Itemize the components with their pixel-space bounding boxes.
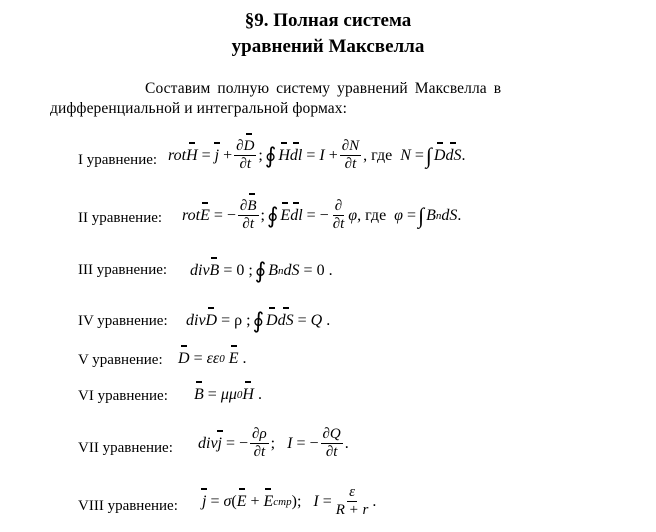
equation-formula: B = μμ 0 H . [194, 386, 262, 403]
equation-label: VI уравнение: [78, 388, 168, 404]
equation-label: IV уравнение: [78, 313, 168, 329]
equation-label: V уравнение: [78, 352, 163, 368]
equation-8 [78, 484, 648, 524]
intro-line1: Составим полную систему уравнений Максвелла в [145, 80, 502, 97]
equation-2 [78, 198, 648, 238]
equation-formula: div j = − $\frac{\partial\rho}{\partial t}$ ; I = − $\frac{\partial Q}{\partial t}$ . [198, 426, 349, 460]
equation-formula: div B = 0 ; ∮ B n dS = 0 . [190, 258, 333, 283]
equation-label: VII уравнение: [78, 440, 173, 456]
equation-7 [78, 424, 648, 464]
equation-label: II уравнение: [78, 210, 163, 226]
word-gde: где [371, 146, 393, 164]
equation-formula: D = εε 0 E . [178, 350, 247, 367]
word-gde: где [365, 206, 387, 224]
equation-label: VIII уравнение: [78, 498, 178, 514]
equation-label: I уравнение: [78, 152, 158, 168]
equation-formula: rot E = − $\frac{\partial B}{\partial t}$ ; ∮ E dl = − $\frac{\partial}{\partial t}$ φ , где φ = ∫ B n dS . [182, 198, 462, 232]
equation-1 [78, 138, 648, 178]
equation-formula: rot H = j + $\frac{\partial D}{\partial t}$ ; ∮ H dl = I + $\frac{\partial N}{\partial t}$ , где N = ∫ D dS . [168, 138, 466, 172]
equation-3 [78, 256, 648, 296]
section-title-line2: уравнений Максвелла [231, 36, 425, 57]
equation-formula: div D = ρ ; ∮ D dS = Q . [186, 308, 331, 333]
equation-formula: j = σ ( E + E стр ); I = $\frac{\varepsilon}{R + r}$ . [202, 484, 377, 518]
equation-label: III уравнение: [78, 262, 168, 278]
intro-line2: дифференциальной и интегральной формах: [50, 100, 348, 117]
equation-5 [78, 344, 648, 384]
equation-4 [78, 304, 648, 344]
section-title-line1: §9. Полная система [244, 10, 412, 31]
equation-6 [78, 380, 648, 420]
